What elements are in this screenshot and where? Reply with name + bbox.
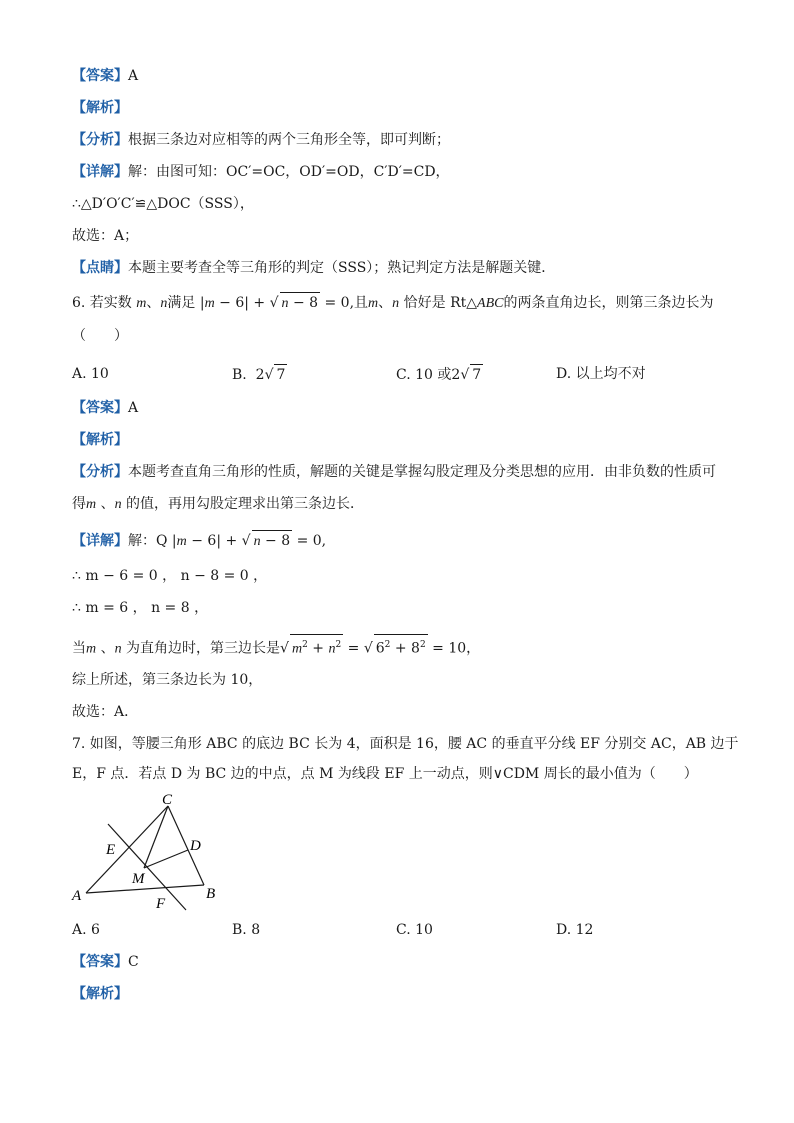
q6-stem-d: 恰好是 [403, 295, 446, 311]
q5-answer-line [72, 66, 138, 86]
q7-stem-2: E，F 点．若点 D 为 BC 边的中点，点 M 为线段 EF 上一动点，则∨CDM 周长的最小值为（ ） [72, 766, 698, 782]
q7-stem-1: 7. 如图，等腰三角形 ABC 的底边 BC 长为 4，面积是 16，腰 AC 的垂直平分线 EF 分别交 AC，AB 边于 [72, 736, 739, 752]
q6-choose: 故选：A． [72, 704, 139, 720]
q7-option-b: B. 8 [232, 922, 261, 938]
xiangjie-tag: 【详解】 [72, 164, 128, 180]
q7-option-c: C. 10 [396, 922, 433, 938]
analysis-tag: 【解析】 [72, 986, 128, 1002]
analysis-tag: 【解析】 [72, 100, 128, 116]
q6-stem-e: 的两条直角边长，则第三条边长为 [503, 295, 714, 311]
q6-fenxi-cont: 得m 、n 的值，再用勾股定理求出第三条边长． [72, 496, 365, 512]
side-ab [86, 885, 204, 893]
fenxi-text: 本题考查直角三角形的性质，解题的关键是掌握勾股定理及分类思想的应用．由非负数的性质可 [128, 464, 716, 480]
label-f: F [156, 896, 166, 912]
q6-step1: ∴ m − 6 = 0 ， n − 8 = 0 ， [72, 568, 268, 584]
q6-stem-b: 满足 [167, 295, 196, 311]
q7-option-a: A. 6 [72, 922, 100, 938]
q6-option-d: D. 以上均不对 [556, 366, 646, 382]
xiangjie-text: 解：由图可知：OC′=OC，OD′=OD，C′D′=CD， [128, 164, 450, 180]
q6-answer-line [72, 398, 138, 418]
q6-step4: 综上所述，第三条边长为 10， [72, 672, 263, 688]
q6-stem: 6. 若实数 m、n满足 |m − 6| + √ n − 8 = 0,且m、n 恰好是 Rt△ABC的两条直角边长，则第三条边长为 [72, 292, 713, 314]
q6-option-b: B. 2√ 7 [232, 364, 287, 385]
label-b: B [206, 886, 216, 902]
answer-value: A [128, 68, 139, 84]
q6-paren: （ ） [72, 328, 128, 344]
dianjing-tag: 【点睛】 [72, 260, 128, 276]
q6-step3: 当m 、n 为直角边时，第三边长是√ $m^2 + n^2$ = √ $6^2 + 8^2 = 10$， [72, 634, 480, 660]
label-e: E [106, 842, 116, 858]
fenxi-tag: 【分析】 [72, 464, 128, 480]
q7-triangle-figure [68, 788, 228, 914]
label-c: C [162, 792, 173, 808]
q5-dianjing-line [72, 258, 555, 278]
q6-fenxi-line [72, 462, 716, 482]
answer-tag: 【答案】 [72, 400, 128, 416]
q7-jiexi-line [72, 984, 128, 1004]
q6-option-a: A. 10 [72, 366, 109, 382]
q6-condition: |m − 6| + √ n − 8 = 0, [200, 295, 354, 311]
analysis-tag: 【解析】 [72, 432, 128, 448]
q6-jiexi-line [72, 430, 128, 450]
q7-answer-line [72, 952, 139, 972]
answer-tag: 【答案】 [72, 954, 128, 970]
q5-fenxi-line [72, 130, 450, 150]
segment-cm [144, 806, 168, 868]
fenxi-tag: 【分析】 [72, 132, 128, 148]
label-d: D [190, 838, 201, 854]
answer-value: A [128, 400, 139, 416]
q7-option-d: D. 12 [556, 922, 594, 938]
q5-conclusion: ∴△D′O′C′≌△DOC（SSS）， [72, 196, 254, 212]
q6-stem-c: 且 [354, 295, 369, 311]
q5-xiangjie-line [72, 162, 450, 182]
q5-choose: 故选：A； [72, 228, 139, 244]
dianjing-text: 本题主要考查全等三角形的判定（SSS）；熟记判定方法是解题关键． [128, 260, 556, 276]
q6-xiangjie-line: 【详解】解：Q |m − 6| + √ n − 8 = 0, [72, 530, 326, 552]
answer-tag: 【答案】 [72, 68, 128, 84]
label-a: A [72, 888, 82, 904]
q6-step2: ∴ m = 6 ， n = 8 ， [72, 600, 209, 616]
q6-stem-a: 6. 若实数 [72, 295, 132, 311]
side-ac [86, 806, 168, 893]
xiangjie-tag: 【详解】 [72, 533, 128, 549]
answer-value: C [128, 954, 139, 970]
label-m: M [132, 871, 145, 887]
q6-option-c: C. 10 或2√ 7 [396, 364, 483, 385]
fenxi-text: 根据三条边对应相等的两个三角形全等，即可判断； [128, 132, 450, 148]
q5-jiexi-line [72, 98, 128, 118]
segment-md [144, 850, 188, 868]
